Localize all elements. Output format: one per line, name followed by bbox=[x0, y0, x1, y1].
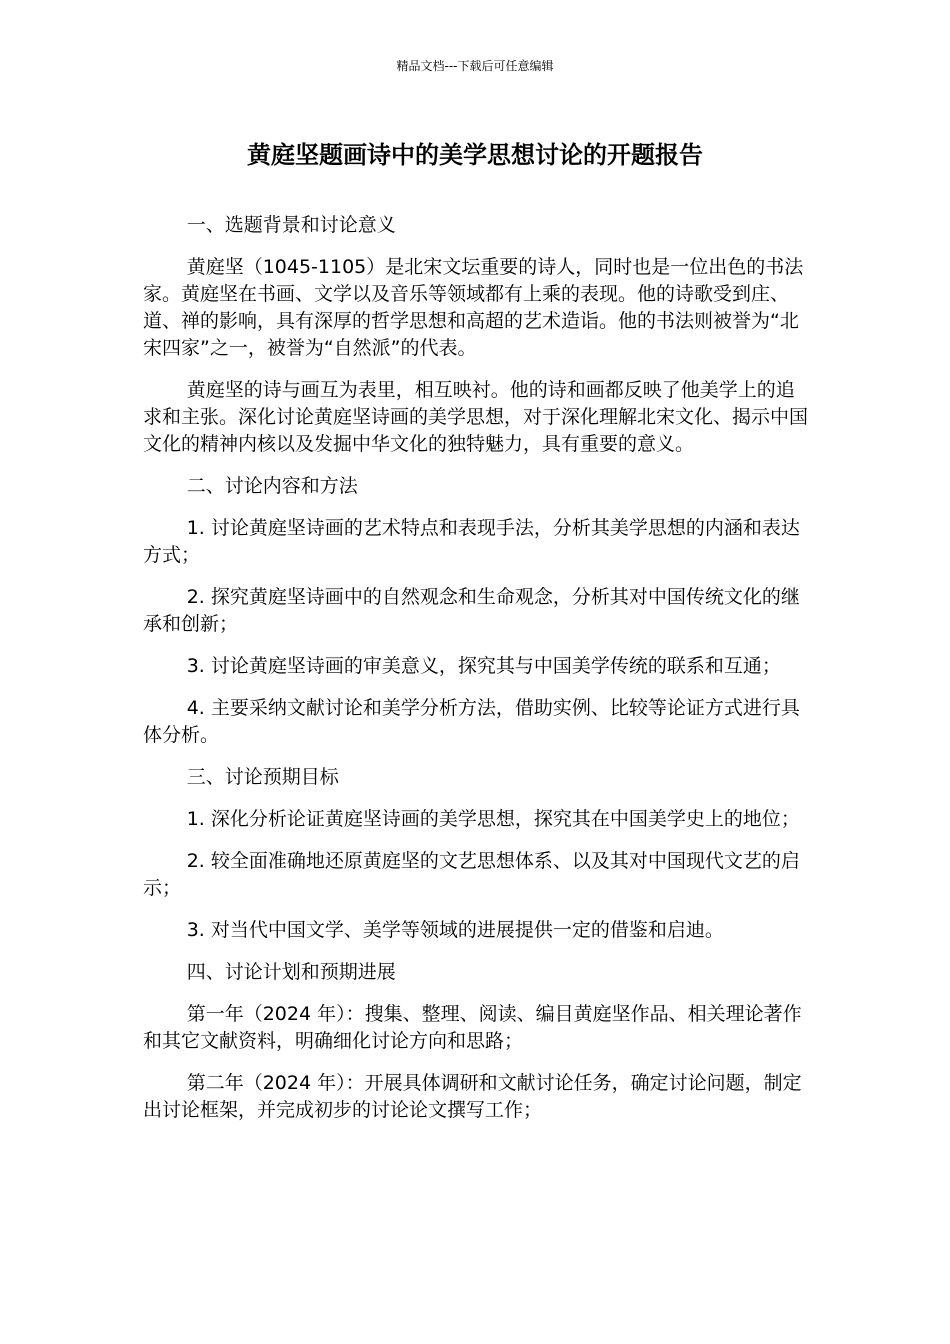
section-heading-goals: 三、讨论预期目标 bbox=[186, 766, 339, 788]
paragraph-author-intro: 黄庭坚（1045-1105）是北宋文坛重要的诗人，同时也是一位出色的书法家。黄庭坚在书画、文学以及音乐等领域都有上乘的表现。他的诗歌受到庄、道、禅的影响，具有深厚的哲学思想和高超的艺术造诣。他的书法则被誉为“北宋四家”之一，被誉为“自然派”的代表。 bbox=[143, 256, 804, 359]
list-item-method-3: 3. 讨论黄庭坚诗画的审美意义，探究其与中国美学传统的联系和互通； bbox=[186, 655, 781, 677]
plan-item-year-1: 第一年（2024 年）：搜集、整理、阅读、编目黄庭坚作品、相关理论著作和其它文献资料，明确细化讨论方向和思路； bbox=[143, 1003, 802, 1052]
document-body bbox=[143, 212, 811, 1139]
list-item-goal-1: 1. 深化分析论证黄庭坚诗画的美学思想，探究其在中国美学史上的地位； bbox=[186, 808, 800, 830]
list-item-method-2: 2. 探究黄庭坚诗画中的自然观念和生命观念，分析其对中国传统文化的继承和创新； bbox=[143, 586, 800, 635]
section-heading-background: 一、选题背景和讨论意义 bbox=[186, 214, 396, 236]
section-heading-content-method: 二、讨论内容和方法 bbox=[186, 475, 358, 497]
list-item-goal-2: 2. 较全面准确地还原黄庭坚的文艺思想体系、以及其对中国现代文艺的启示； bbox=[143, 850, 800, 899]
list-item-goal-3: 3. 对当代中国文学、美学等领域的进展提供一定的借鉴和启迪。 bbox=[186, 919, 724, 941]
paragraph-significance: 黄庭坚的诗与画互为表里，相互映衬。他的诗和画都反映了他美学上的追求和主张。深化讨论黄庭坚诗画的美学思想，对于深化理解北宋文化、揭示中国文化的精神内核以及发掘中华文化的独特魅力，具有重要的意义。 bbox=[143, 379, 809, 455]
page-header: 精品文档---下载后可任意编辑 bbox=[396, 59, 554, 73]
document-title: 黄庭坚题画诗中的美学思想讨论的开题报告 bbox=[247, 141, 703, 169]
section-heading-plan: 四、讨论计划和预期进展 bbox=[186, 961, 396, 983]
plan-item-year-2: 第二年（2024 年）：开展具体调研和文献讨论任务，确定讨论问题，制定出讨论框架，并完成初步的讨论论文撰写工作； bbox=[143, 1072, 802, 1121]
list-item-method-1: 1. 讨论黄庭坚诗画的艺术特点和表现手法，分析其美学思想的内涵和表达方式； bbox=[143, 517, 800, 566]
list-item-method-4: 4. 主要采纳文献讨论和美学分析方法，借助实例、比较等论证方式进行具体分析。 bbox=[143, 697, 800, 746]
